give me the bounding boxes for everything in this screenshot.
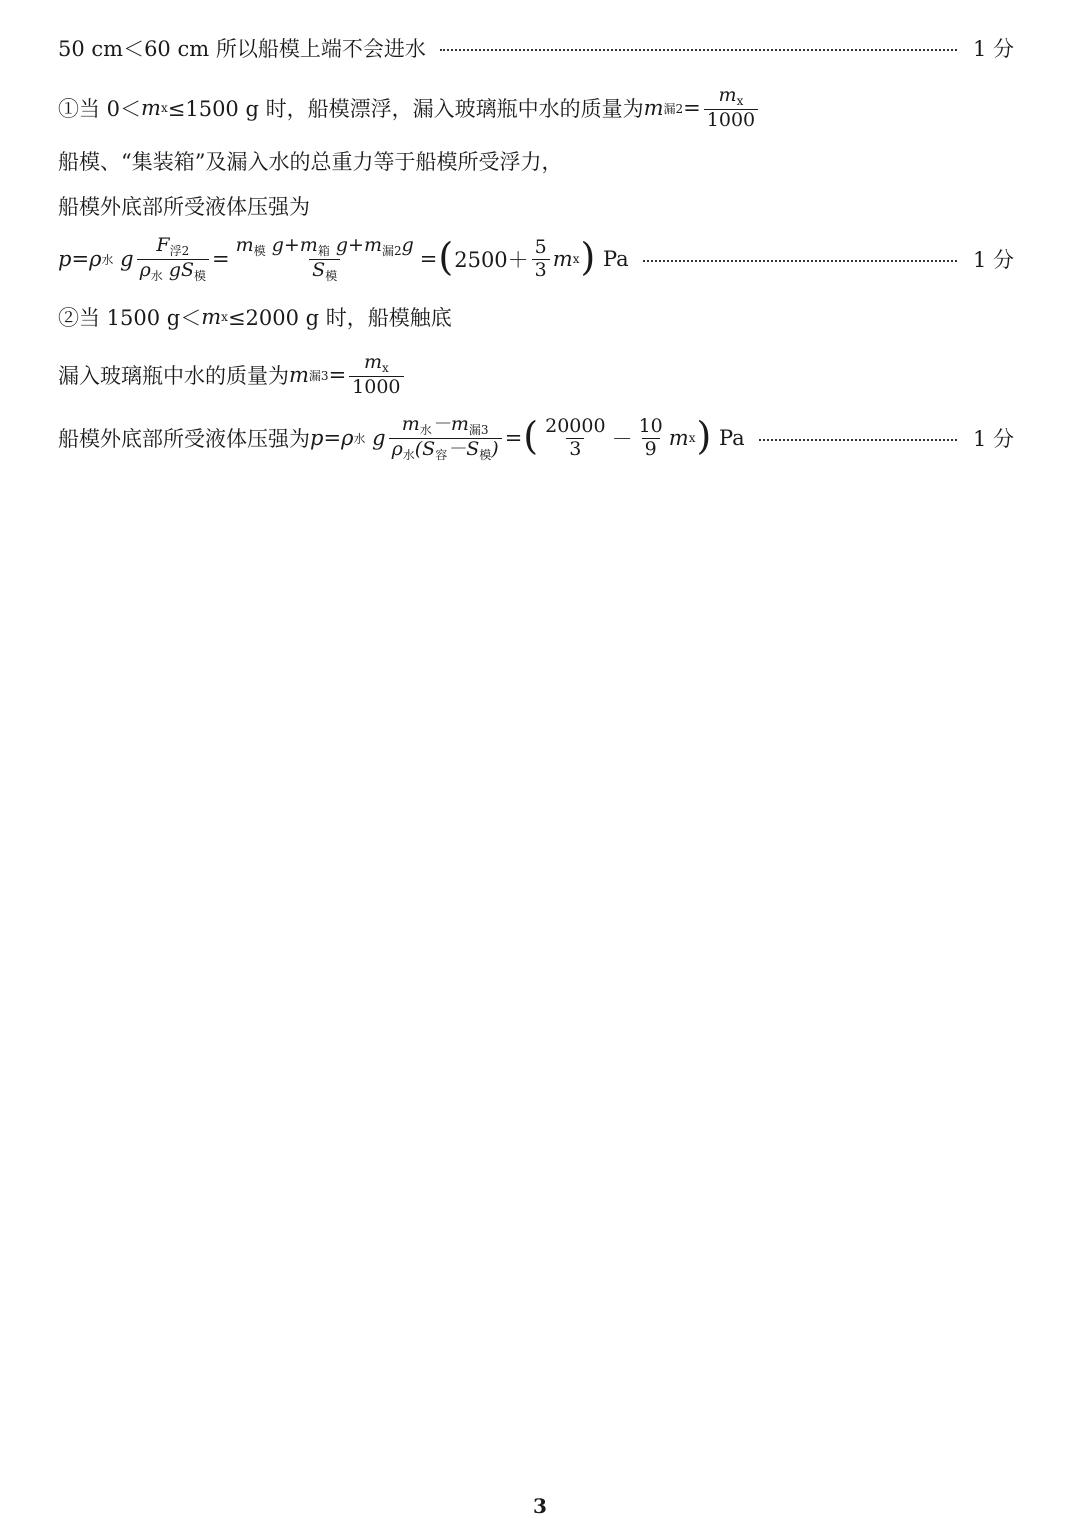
var-gs: gS — [168, 258, 194, 281]
var-sub: 模 — [253, 244, 266, 258]
answer-line-3 — [58, 146, 1014, 176]
var-m: m — [552, 247, 573, 272]
var-sub: 模 — [479, 447, 492, 462]
var-m: m — [643, 96, 664, 121]
fraction-denominator — [137, 259, 209, 283]
equals-sign: = — [71, 247, 90, 272]
fraction-denominator — [389, 438, 502, 462]
line4-text: 船模外底部所受液体压强为 — [58, 195, 310, 219]
var-m: m — [235, 234, 254, 256]
expr-part: (S — [414, 437, 436, 460]
var-sub: 水 — [402, 447, 415, 462]
var-g: g — [120, 247, 134, 272]
fraction — [349, 353, 403, 398]
var-rho: ρ — [139, 258, 151, 281]
unit-label: Pa — [602, 247, 629, 272]
var-m: m — [141, 96, 161, 121]
var-sub: 漏2 — [663, 101, 684, 116]
line2-text: ①当 0＜ — [58, 97, 142, 122]
fraction-denominator: 1000 — [704, 109, 758, 131]
expr-part: g+m — [265, 234, 318, 256]
fraction — [704, 86, 758, 131]
score-label: 1 分 — [972, 427, 1014, 452]
var-sub: 容 — [435, 447, 448, 462]
fraction-numerator — [399, 415, 492, 438]
equals-sign: = — [683, 96, 701, 121]
var-g: g — [401, 234, 414, 256]
var-sub: 漏3 — [468, 423, 489, 437]
equals-sign: = — [504, 426, 523, 451]
fraction-denominator: 1000 — [349, 376, 403, 398]
close-paren: ) — [696, 414, 712, 459]
answer-line-1 — [58, 33, 1014, 63]
var-sub: 模 — [194, 268, 207, 283]
var-g: g — [372, 426, 386, 451]
var-sub: x — [221, 310, 228, 324]
fraction-denominator: 9 — [642, 438, 660, 460]
var-sub: 箱 — [317, 244, 330, 258]
score-label: 1 分 — [972, 37, 1014, 61]
var-rho: ρ — [341, 426, 354, 451]
var-sub: 漏2 — [381, 244, 402, 258]
expr-part: g+m — [329, 234, 382, 256]
fraction — [532, 235, 550, 281]
var-m: m — [668, 426, 689, 451]
close-paren: ) — [580, 235, 596, 280]
fraction — [389, 415, 502, 461]
var-s: S — [312, 258, 326, 281]
fraction-denominator: 3 — [532, 259, 550, 281]
score-label: 1 分 — [972, 248, 1014, 273]
leader-dots — [759, 439, 957, 441]
var-sub: 水 — [419, 423, 432, 437]
expr-part: －m — [431, 413, 469, 435]
var-sub: 水 — [353, 431, 366, 446]
var-sub: x — [736, 94, 744, 108]
open-paren: ( — [438, 235, 454, 280]
answer-line-4 — [58, 191, 1014, 221]
line2-text2: ≤1500 g 时，船模漂浮，漏入玻璃瓶中水的质量为 — [167, 97, 644, 122]
line1-text: 50 cm＜60 cm 所以船模上端不会进水 — [58, 37, 426, 61]
fraction — [636, 414, 666, 460]
expr-part: ) — [491, 437, 499, 460]
fraction-numerator — [361, 353, 392, 376]
var-sub: x — [381, 361, 389, 375]
minus-sign: － — [611, 427, 633, 452]
var-sub: 浮2 — [169, 244, 190, 258]
answer-line-5 — [58, 236, 1014, 282]
answer-line-2 — [58, 86, 1014, 131]
var-m: m — [201, 305, 222, 329]
line8-text: 船模外底部所受液体压强为 — [58, 427, 310, 452]
var-p: p — [310, 426, 324, 451]
var-f: F — [156, 234, 170, 256]
line6-text2: ≤2000 g 时，船模触底 — [227, 306, 452, 330]
equals-sign: = — [328, 363, 347, 388]
equals-sign: = — [212, 247, 230, 272]
line3-text: 船模、“集装箱”及漏入水的总重力等于船模所受浮力， — [58, 150, 563, 174]
fraction-numerator: 20000 — [545, 414, 606, 437]
var-rho: ρ — [391, 437, 403, 460]
fraction — [137, 236, 209, 282]
fraction — [233, 236, 417, 282]
leader-dots — [440, 49, 957, 51]
answer-line-6 — [58, 302, 1014, 332]
fraction-numerator — [153, 236, 192, 259]
fraction-numerator — [233, 236, 417, 259]
var-p: p — [58, 247, 72, 272]
fraction-numerator: 10 — [638, 414, 663, 437]
var-m: m — [718, 84, 737, 106]
fraction — [542, 414, 608, 460]
var-sub: x — [572, 252, 580, 267]
unit-label: Pa — [718, 426, 745, 451]
var-m: m — [289, 363, 309, 388]
var-sub: x — [688, 431, 696, 446]
answer-line-7 — [58, 353, 1014, 398]
fraction-numerator — [716, 86, 747, 109]
var-sub: 漏3 — [308, 368, 329, 383]
var-m: m — [401, 413, 420, 435]
constant-term: 2500＋ — [454, 248, 529, 273]
fraction-numerator: 5 — [534, 235, 547, 258]
equals-sign: = — [419, 247, 438, 272]
var-sub: 水 — [101, 252, 114, 267]
var-m: m — [363, 351, 382, 373]
var-sub: 水 — [150, 268, 163, 283]
page-number: 3 — [533, 1494, 547, 1518]
line7-text: 漏入玻璃瓶中水的质量为 — [58, 364, 289, 389]
leader-dots — [643, 260, 957, 262]
open-paren: ( — [523, 414, 539, 459]
equals-sign: = — [323, 426, 342, 451]
fraction-denominator — [309, 259, 340, 283]
var-sub: 模 — [325, 268, 338, 283]
fraction-denominator: 3 — [566, 438, 584, 460]
expr-part: －S — [447, 437, 480, 460]
answer-line-8 — [58, 415, 1014, 461]
var-rho: ρ — [89, 247, 102, 272]
var-sub: x — [160, 101, 168, 116]
line6-text: ②当 1500 g＜ — [58, 306, 202, 330]
